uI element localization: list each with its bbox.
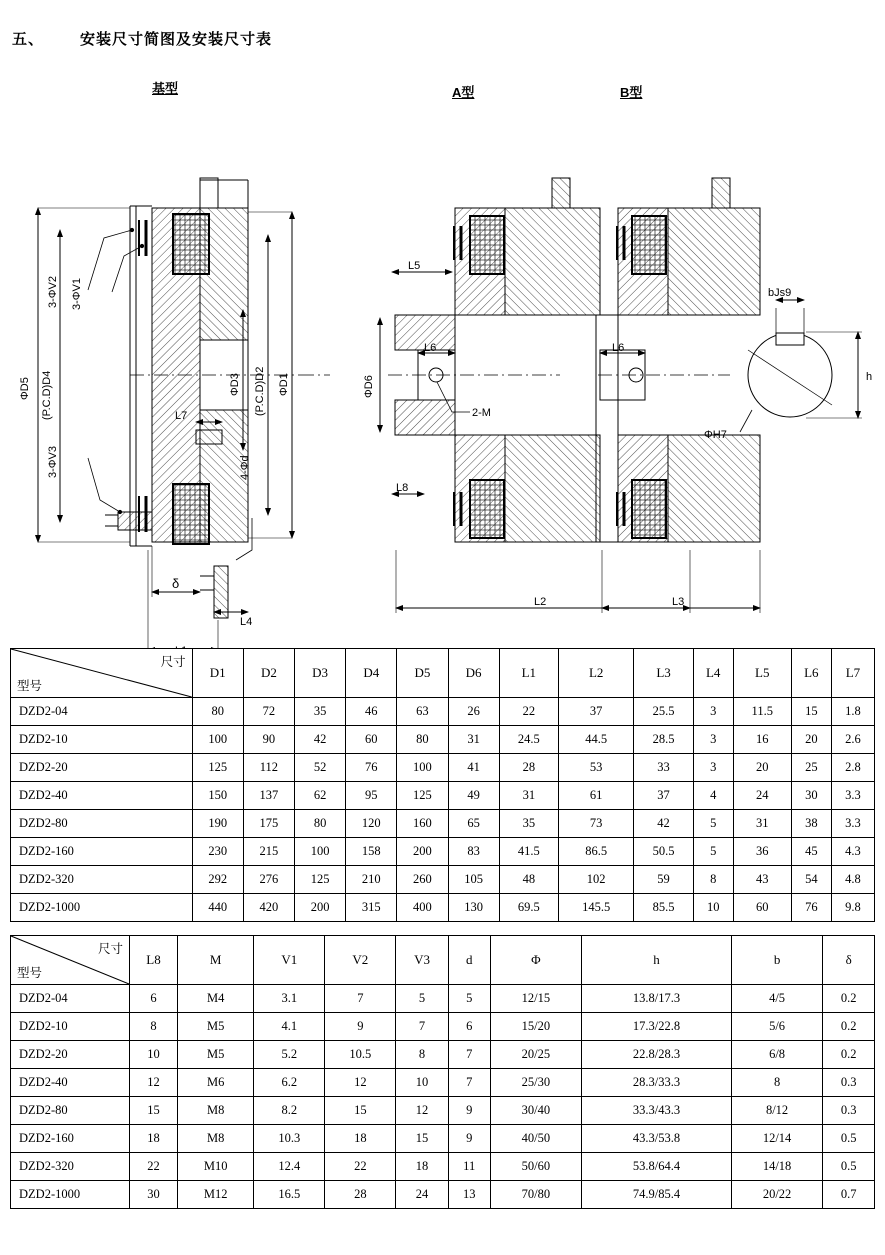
dim-phi-v3: 3-ΦV3	[47, 445, 59, 478]
table2-row3-c8: 8	[731, 1069, 823, 1097]
table2-row2-c4: 8	[396, 1041, 448, 1069]
table2-row0-c3: 7	[325, 985, 396, 1013]
table1-row7-c10: 60	[733, 894, 791, 922]
table1-row5-c6: 41.5	[499, 838, 558, 866]
page-title	[12, 28, 272, 49]
table2-col-phi: Φ	[490, 936, 582, 985]
table1-row3-c12: 3.3	[831, 782, 874, 810]
table1-col-d6: D6	[448, 649, 499, 698]
table1-row6-c9: 8	[693, 866, 733, 894]
table2-row0-c0: 6	[130, 985, 178, 1013]
table1-row0-c4: 63	[397, 698, 448, 726]
table2-row1-model: DZD2-10	[11, 1013, 130, 1041]
table2-row5-c8: 12/14	[731, 1125, 823, 1153]
dim-b-js9: bJs9	[768, 287, 792, 299]
dim-phi-d6: ΦD6	[363, 375, 375, 398]
dim-phi-d5: ΦD5	[19, 377, 31, 400]
table1-row3-c7: 61	[558, 782, 633, 810]
table1-row0-c11: 15	[791, 698, 831, 726]
table1-row7-c4: 400	[397, 894, 448, 922]
table2-row7-c0: 30	[130, 1181, 178, 1209]
table2-row2-c5: 7	[448, 1041, 490, 1069]
table2-row5-model: DZD2-160	[11, 1125, 130, 1153]
table2-col-delta: δ	[823, 936, 875, 985]
table1-row7-c6: 69.5	[499, 894, 558, 922]
table1-row5-c10: 36	[733, 838, 791, 866]
table1-row2-c11: 25	[791, 754, 831, 782]
table-row	[11, 1125, 875, 1153]
assembly-dimension-diagram	[0, 60, 885, 628]
table2-row2-c9: 0.2	[823, 1041, 875, 1069]
table2-row2-c8: 6/8	[731, 1041, 823, 1069]
table2-row3-c9: 0.3	[823, 1069, 875, 1097]
table2-row0-c8: 4/5	[731, 985, 823, 1013]
table1-row1-model: DZD2-10	[11, 726, 193, 754]
table2-row2-c3: 10.5	[325, 1041, 396, 1069]
table1-row3-model: DZD2-40	[11, 782, 193, 810]
table2-row7-c4: 24	[396, 1181, 448, 1209]
table1-row1-c9: 3	[693, 726, 733, 754]
table1-row4-c7: 73	[558, 810, 633, 838]
table2-row7-model: DZD2-1000	[11, 1181, 130, 1209]
table2-row5-c1: M8	[177, 1125, 253, 1153]
table1-row3-c9: 4	[693, 782, 733, 810]
table1-row0-c12: 1.8	[831, 698, 874, 726]
dim-phi-d: 4-Φd	[239, 455, 251, 480]
dim-l6: L6	[424, 342, 437, 354]
table1-row3-c2: 62	[295, 782, 346, 810]
table1-row4-c9: 5	[693, 810, 733, 838]
table2-row0-c4: 5	[396, 985, 448, 1013]
table1-row0-c9: 3	[693, 698, 733, 726]
table2-row0-c7: 13.8/17.3	[582, 985, 732, 1013]
table1-row6-c0: 292	[192, 866, 243, 894]
table2-corner-cell	[11, 936, 130, 985]
table2-row2-c2: 5.2	[254, 1041, 325, 1069]
dim-l3: L3	[672, 596, 685, 608]
table1-col-l7: L7	[831, 649, 874, 698]
table1-row5-c9: 5	[693, 838, 733, 866]
table2-col-b: b	[731, 936, 823, 985]
table1-row5-c12: 4.3	[831, 838, 874, 866]
table1-row5-model: DZD2-160	[11, 838, 193, 866]
table1-row6-c11: 54	[791, 866, 831, 894]
table1-row6-c4: 260	[397, 866, 448, 894]
table1-row1-c4: 80	[397, 726, 448, 754]
dim-l8: L8	[396, 482, 409, 494]
table1-row1-c11: 20	[791, 726, 831, 754]
table1-row6-c6: 48	[499, 866, 558, 894]
table1-row3-c8: 37	[634, 782, 693, 810]
table2-row0-c9: 0.2	[823, 985, 875, 1013]
table1-row4-c5: 65	[448, 810, 499, 838]
table2-row1-c4: 7	[396, 1013, 448, 1041]
table1-row7-c5: 130	[448, 894, 499, 922]
table1-row3-c1: 137	[243, 782, 294, 810]
table1-row7-c12: 9.8	[831, 894, 874, 922]
table2-row6-c7: 53.8/64.4	[582, 1153, 732, 1181]
table1-row2-c10: 20	[733, 754, 791, 782]
table1-row1-c3: 60	[346, 726, 397, 754]
table2-row5-c3: 18	[325, 1125, 396, 1153]
table1-row5-c7: 86.5	[558, 838, 633, 866]
table2-row0-model: DZD2-04	[11, 985, 130, 1013]
table1-row2-c7: 53	[558, 754, 633, 782]
table2-row1-c6: 15/20	[490, 1013, 582, 1041]
table1-corner-cell	[11, 649, 193, 698]
table1-row2-c6: 28	[499, 754, 558, 782]
table2-row7-c3: 28	[325, 1181, 396, 1209]
table2-col-v1: V1	[254, 936, 325, 985]
dim-l4: L4	[240, 616, 253, 628]
table1-row0-c8: 25.5	[634, 698, 693, 726]
table1-row2-c1: 112	[243, 754, 294, 782]
table1-row6-c7: 102	[558, 866, 633, 894]
table1-row7-c9: 10	[693, 894, 733, 922]
table2-row2-c0: 10	[130, 1041, 178, 1069]
table1-row5-c1: 215	[243, 838, 294, 866]
table1-row1-c5: 31	[448, 726, 499, 754]
table2-row3-c7: 28.3/33.3	[582, 1069, 732, 1097]
table1-row1-c2: 42	[295, 726, 346, 754]
table2-row1-c7: 17.3/22.8	[582, 1013, 732, 1041]
table1-row0-c0: 80	[192, 698, 243, 726]
table1-row4-c2: 80	[295, 810, 346, 838]
table1-row4-c0: 190	[192, 810, 243, 838]
table1-row3-c5: 49	[448, 782, 499, 810]
table2-row7-c7: 74.9/85.4	[582, 1181, 732, 1209]
table1-row6-c3: 210	[346, 866, 397, 894]
table1-row1-c12: 2.6	[831, 726, 874, 754]
table2-row7-c5: 13	[448, 1181, 490, 1209]
table1-col-l1: L1	[499, 649, 558, 698]
table1-row3-c6: 31	[499, 782, 558, 810]
table2-col-d: d	[448, 936, 490, 985]
technical-drawing	[0, 60, 885, 628]
table2-row7-c9: 0.7	[823, 1181, 875, 1209]
table2-row4-c1: M8	[177, 1097, 253, 1125]
table1-row6-c1: 276	[243, 866, 294, 894]
dim-l5: L5	[408, 260, 421, 272]
table-row	[11, 754, 875, 782]
table1-row1-c0: 100	[192, 726, 243, 754]
table1-row6-c2: 125	[295, 866, 346, 894]
table-row	[11, 894, 875, 922]
table1-row7-c0: 440	[192, 894, 243, 922]
table2-corner-model-label: 型号	[17, 966, 43, 980]
table1-row0-c2: 35	[295, 698, 346, 726]
table1-row5-c3: 158	[346, 838, 397, 866]
table2-row3-c5: 7	[448, 1069, 490, 1097]
table1-row5-c4: 200	[397, 838, 448, 866]
dimension-table-1	[10, 648, 875, 922]
table2-row7-c6: 70/80	[490, 1181, 582, 1209]
table1-row2-c2: 52	[295, 754, 346, 782]
table1-row0-c5: 26	[448, 698, 499, 726]
table1-row1-c10: 16	[733, 726, 791, 754]
table2-row1-c9: 0.2	[823, 1013, 875, 1041]
table1-row1-c8: 28.5	[634, 726, 693, 754]
table2-row4-c4: 12	[396, 1097, 448, 1125]
table1-row5-c2: 100	[295, 838, 346, 866]
table1-row7-c11: 76	[791, 894, 831, 922]
table2-row5-c2: 10.3	[254, 1125, 325, 1153]
table-row	[11, 726, 875, 754]
table1-row4-c1: 175	[243, 810, 294, 838]
section-number: 五、	[12, 31, 45, 48]
dim-phi-d1: ΦD1	[278, 373, 290, 396]
table2-row2-c1: M5	[177, 1041, 253, 1069]
table2-row4-c0: 15	[130, 1097, 178, 1125]
table2-col-l8: L8	[130, 936, 178, 985]
table-row	[11, 810, 875, 838]
table2-col-v2: V2	[325, 936, 396, 985]
table2-row4-model: DZD2-80	[11, 1097, 130, 1125]
figure-label-base: 基型	[152, 81, 179, 96]
table1-row1-c1: 90	[243, 726, 294, 754]
table1-row4-c12: 3.3	[831, 810, 874, 838]
table2-row5-c9: 0.5	[823, 1125, 875, 1153]
dim-l6-b: L6	[612, 342, 625, 354]
table1-col-l5: L5	[733, 649, 791, 698]
dim-phi-v2: 3-ΦV2	[47, 275, 59, 308]
table2-row5-c7: 43.3/53.8	[582, 1125, 732, 1153]
dim-2-m: 2-M	[472, 407, 491, 419]
table2-corner-dimension-label: 尺寸	[97, 942, 123, 956]
table-row	[11, 1013, 875, 1041]
table1-row5-c11: 45	[791, 838, 831, 866]
table1-row2-c4: 100	[397, 754, 448, 782]
table1-row2-model: DZD2-20	[11, 754, 193, 782]
table2-row7-c1: M12	[177, 1181, 253, 1209]
table2-row4-c5: 9	[448, 1097, 490, 1125]
table1-row1-c7: 44.5	[558, 726, 633, 754]
table2-row6-c0: 22	[130, 1153, 178, 1181]
table1-col-d2: D2	[243, 649, 294, 698]
table-row	[11, 866, 875, 894]
table1-row5-c8: 50.5	[634, 838, 693, 866]
table1-row6-c8: 59	[634, 866, 693, 894]
table2-row4-c6: 30/40	[490, 1097, 582, 1125]
table1-row0-c1: 72	[243, 698, 294, 726]
table2-row3-c4: 10	[396, 1069, 448, 1097]
table2-row3-c6: 25/30	[490, 1069, 582, 1097]
dim-l7: L7	[175, 410, 188, 422]
table1-row3-c0: 150	[192, 782, 243, 810]
table1-row0-c7: 37	[558, 698, 633, 726]
table2-row6-model: DZD2-320	[11, 1153, 130, 1181]
table2-row3-c3: 12	[325, 1069, 396, 1097]
table2-row4-c8: 8/12	[731, 1097, 823, 1125]
table1-col-l3: L3	[634, 649, 693, 698]
table1-row4-c6: 35	[499, 810, 558, 838]
table1-row5-c5: 83	[448, 838, 499, 866]
table2-row2-model: DZD2-20	[11, 1041, 130, 1069]
table2-col-h: h	[582, 936, 732, 985]
table2-row1-c5: 6	[448, 1013, 490, 1041]
table1-row4-c3: 120	[346, 810, 397, 838]
table1-row2-c3: 76	[346, 754, 397, 782]
table2-row6-c9: 0.5	[823, 1153, 875, 1181]
table2-row2-c7: 22.8/28.3	[582, 1041, 732, 1069]
table1-corner-dimension-label: 尺寸	[160, 655, 186, 669]
table-row	[11, 1041, 875, 1069]
table1-row6-c12: 4.8	[831, 866, 874, 894]
table2-row6-c5: 11	[448, 1153, 490, 1181]
table2-row1-c2: 4.1	[254, 1013, 325, 1041]
table-row	[11, 1181, 875, 1209]
table1-row2-c0: 125	[192, 754, 243, 782]
table1-row2-c12: 2.8	[831, 754, 874, 782]
table1-col-l4: L4	[693, 649, 733, 698]
table2-row0-c1: M4	[177, 985, 253, 1013]
table2-row7-c8: 20/22	[731, 1181, 823, 1209]
table2-row0-c6: 12/15	[490, 985, 582, 1013]
dim-phi-v1: 3-ΦV1	[71, 277, 83, 310]
table1-row7-model: DZD2-1000	[11, 894, 193, 922]
table1-row6-c10: 43	[733, 866, 791, 894]
table2-row6-c1: M10	[177, 1153, 253, 1181]
dim-phi-d3: ΦD3	[229, 373, 241, 396]
dim-phi-h7: ΦH7	[704, 429, 727, 441]
table1-row7-c1: 420	[243, 894, 294, 922]
table1-row6-model: DZD2-320	[11, 866, 193, 894]
table2-row3-c2: 6.2	[254, 1069, 325, 1097]
table1-row4-c8: 42	[634, 810, 693, 838]
table1-row3-c4: 125	[397, 782, 448, 810]
table1-header-row	[11, 649, 875, 698]
table2-row4-c2: 8.2	[254, 1097, 325, 1125]
table1-row5-c0: 230	[192, 838, 243, 866]
table1-row0-model: DZD2-04	[11, 698, 193, 726]
table2-row6-c6: 50/60	[490, 1153, 582, 1181]
dim-pcd-d2: (P.C.D)D2	[254, 366, 266, 416]
table2-row1-c3: 9	[325, 1013, 396, 1041]
table1-row2-c9: 3	[693, 754, 733, 782]
table2-row7-c2: 16.5	[254, 1181, 325, 1209]
table1-col-d3: D3	[295, 649, 346, 698]
table2-row0-c5: 5	[448, 985, 490, 1013]
table2-row2-c6: 20/25	[490, 1041, 582, 1069]
table2-row3-model: DZD2-40	[11, 1069, 130, 1097]
table1-row2-c5: 41	[448, 754, 499, 782]
table-row	[11, 1097, 875, 1125]
section-title-text: 安装尺寸简图及安装尺寸表	[80, 31, 273, 48]
table-row	[11, 782, 875, 810]
table1-row7-c2: 200	[295, 894, 346, 922]
table1-row4-c4: 160	[397, 810, 448, 838]
table1-row0-c3: 46	[346, 698, 397, 726]
table2-row0-c2: 3.1	[254, 985, 325, 1013]
table2-row5-c0: 18	[130, 1125, 178, 1153]
table1-row4-c10: 31	[733, 810, 791, 838]
table1-row7-c8: 85.5	[634, 894, 693, 922]
table1-col-l6: L6	[791, 649, 831, 698]
table2-row3-c0: 12	[130, 1069, 178, 1097]
table1-col-l2: L2	[558, 649, 633, 698]
table1-row1-c6: 24.5	[499, 726, 558, 754]
table1-row7-c7: 145.5	[558, 894, 633, 922]
table2-row6-c4: 18	[396, 1153, 448, 1181]
table1-row4-model: DZD2-80	[11, 810, 193, 838]
dim-pcd-d4: (P.C.D)D4	[41, 370, 53, 420]
table2-col-m: M	[177, 936, 253, 985]
table-row	[11, 1153, 875, 1181]
table1-row3-c10: 24	[733, 782, 791, 810]
table1-row3-c11: 30	[791, 782, 831, 810]
figure-label-type-b: B型	[620, 85, 643, 100]
figure-label-type-a: A型	[452, 85, 475, 100]
table2-row5-c5: 9	[448, 1125, 490, 1153]
table1-col-d1: D1	[192, 649, 243, 698]
table1-row3-c3: 95	[346, 782, 397, 810]
dimension-table-2	[10, 935, 875, 1209]
table1-row0-c10: 11.5	[733, 698, 791, 726]
table-row	[11, 985, 875, 1013]
table1-row6-c5: 105	[448, 866, 499, 894]
table2-row4-c7: 33.3/43.3	[582, 1097, 732, 1125]
table2-row1-c0: 8	[130, 1013, 178, 1041]
table2-header-row	[11, 936, 875, 985]
table2-row5-c4: 15	[396, 1125, 448, 1153]
dim-h: h	[866, 371, 873, 383]
table2-col-v3: V3	[396, 936, 448, 985]
table-row	[11, 698, 875, 726]
table-row	[11, 838, 875, 866]
table-row	[11, 1069, 875, 1097]
table2-row6-c3: 22	[325, 1153, 396, 1181]
dim-delta: δ	[172, 576, 180, 591]
table1-row7-c3: 315	[346, 894, 397, 922]
table1-row0-c6: 22	[499, 698, 558, 726]
table2-row4-c3: 15	[325, 1097, 396, 1125]
table2-row3-c1: M6	[177, 1069, 253, 1097]
table1-row4-c11: 38	[791, 810, 831, 838]
table2-row1-c1: M5	[177, 1013, 253, 1041]
table2-row6-c2: 12.4	[254, 1153, 325, 1181]
table2-row5-c6: 40/50	[490, 1125, 582, 1153]
table1-corner-model-label: 型号	[17, 679, 43, 693]
table2-row6-c8: 14/18	[731, 1153, 823, 1181]
dim-l2: L2	[534, 596, 547, 608]
table1-col-d4: D4	[346, 649, 397, 698]
table1-row2-c8: 33	[634, 754, 693, 782]
table2-row4-c9: 0.3	[823, 1097, 875, 1125]
table2-row1-c8: 5/6	[731, 1013, 823, 1041]
table1-col-d5: D5	[397, 649, 448, 698]
